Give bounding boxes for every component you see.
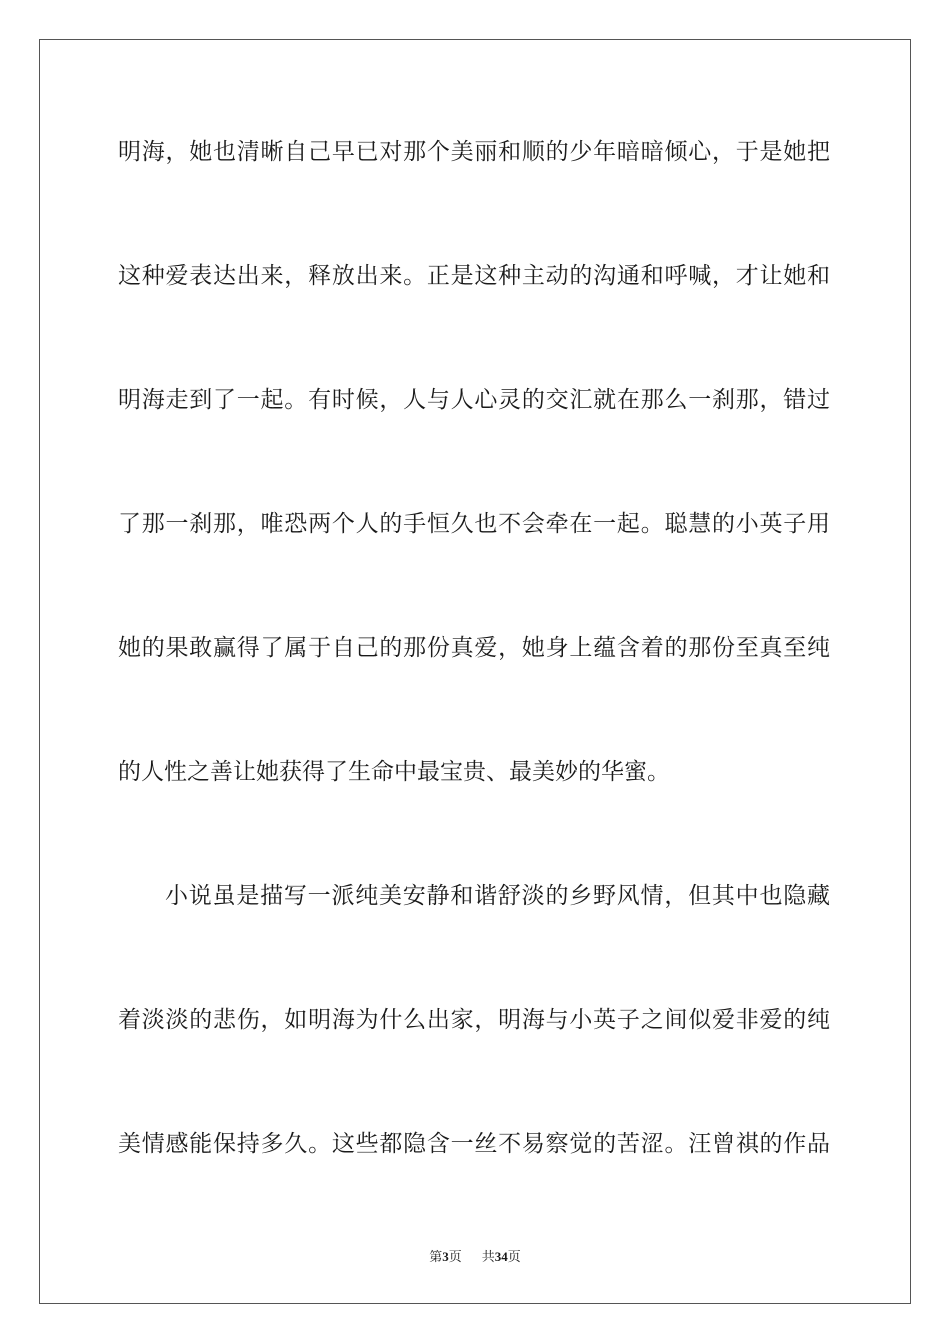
body-text-line: 明海，她也清晰自己早已对那个美丽和顺的少年暗暗倾心，于是她把 xyxy=(118,139,830,165)
paragraph-first-line: 小说虽是描写一派纯美安静和谐舒淡的乡野风情，但其中也隐藏 xyxy=(165,883,830,909)
body-text-line: 美情感能保持多久。这些都隐含一丝不易察觉的苦涩。汪曾祺的作品 xyxy=(118,1131,830,1157)
total-prefix: 共 xyxy=(481,1249,495,1264)
page-number: 3 xyxy=(442,1249,449,1264)
body-text-line: 的人性之善让她获得了生命中最宝贵、最美妙的华蜜。 xyxy=(118,759,670,785)
page-footer xyxy=(0,1248,950,1266)
body-text-line: 明海走到了一起。有时候，人与人心灵的交汇就在那么一刹那，错过 xyxy=(118,387,830,413)
body-text-line: 这种爱表达出来，释放出来。正是这种主动的沟通和呼喊，才让她和 xyxy=(118,263,830,289)
total-suffix: 页 xyxy=(507,1249,521,1264)
body-text-line: 着淡淡的悲伤，如明海为什么出家，明海与小英子之间似爱非爱的纯 xyxy=(118,1007,830,1033)
page-prefix: 第 xyxy=(429,1249,443,1264)
body-text-line: 了那一刹那，唯恐两个人的手恒久也不会牵在一起。聪慧的小英子用 xyxy=(118,511,830,537)
body-text-line: 她的果敢赢得了属于自己的那份真爱，她身上蕴含着的那份至真至纯 xyxy=(118,635,830,661)
page-border xyxy=(39,39,911,1304)
page-suffix: 页 xyxy=(448,1249,462,1264)
total-pages: 34 xyxy=(494,1249,508,1264)
